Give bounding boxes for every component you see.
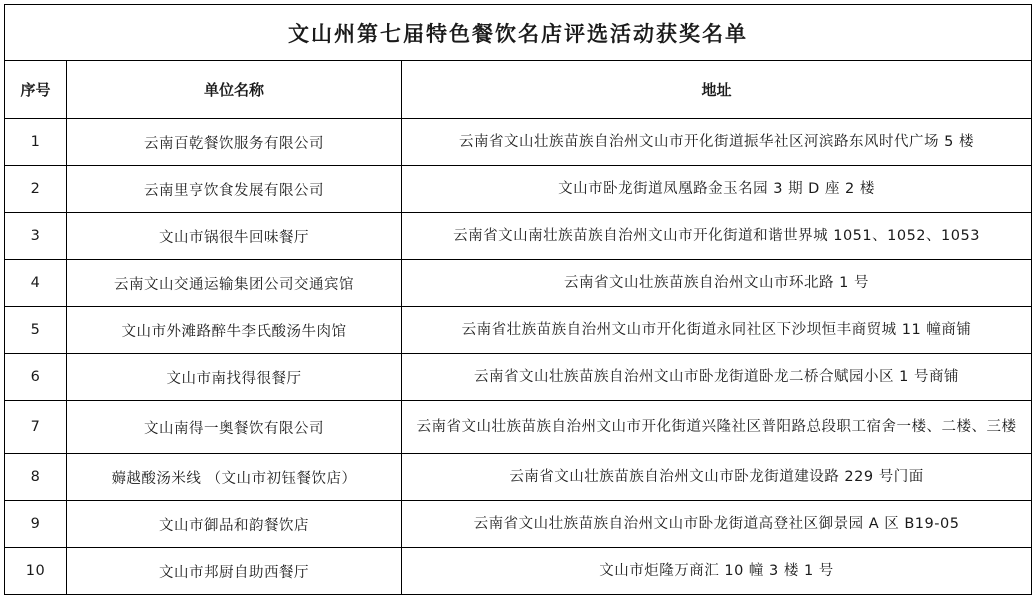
row-name: 云南文山交通运输集团公司交通宾馆 bbox=[67, 260, 402, 307]
header-row bbox=[5, 61, 1032, 119]
row-name: 薅越酸汤米线 （文山市初钰餐饮店） bbox=[67, 454, 402, 501]
table-title: 文山州第七届特色餐饮名店评选活动获奖名单 bbox=[5, 5, 1032, 61]
row-address: 文山市卧龙街道凤凰路金玉名园 3 期 D 座 2 楼 bbox=[402, 166, 1032, 213]
row-index: 3 bbox=[5, 213, 67, 260]
table-row bbox=[5, 501, 1032, 548]
table-row bbox=[5, 166, 1032, 213]
row-name: 云南百乾餐饮服务有限公司 bbox=[67, 119, 402, 166]
header-index: 序号 bbox=[5, 61, 67, 119]
row-index: 5 bbox=[5, 307, 67, 354]
row-name: 文山市锅很牛回味餐厅 bbox=[67, 213, 402, 260]
row-index: 10 bbox=[5, 548, 67, 595]
row-index: 2 bbox=[5, 166, 67, 213]
row-index: 9 bbox=[5, 501, 67, 548]
table-row bbox=[5, 401, 1032, 454]
award-list-document bbox=[4, 4, 1031, 596]
row-address: 云南省文山南壮族苗族自治州文山市开化街道和谐世界城 1051、1052、1053 bbox=[402, 213, 1032, 260]
row-name: 云南里亨饮食发展有限公司 bbox=[67, 166, 402, 213]
table-row bbox=[5, 307, 1032, 354]
table-row bbox=[5, 354, 1032, 401]
row-index: 7 bbox=[5, 401, 67, 454]
row-name: 文山市外滩路醉牛李氏酸汤牛肉馆 bbox=[67, 307, 402, 354]
row-index: 1 bbox=[5, 119, 67, 166]
row-address: 云南省文山壮族苗族自治州文山市开化街道振华社区河滨路东风时代广场 5 楼 bbox=[402, 119, 1032, 166]
row-address: 云南省文山壮族苗族自治州文山市环北路 1 号 bbox=[402, 260, 1032, 307]
row-address: 云南省文山壮族苗族自治州文山市卧龙街道建设路 229 号门面 bbox=[402, 454, 1032, 501]
header-address: 地址 bbox=[402, 61, 1032, 119]
table-row bbox=[5, 213, 1032, 260]
row-index: 4 bbox=[5, 260, 67, 307]
title-row bbox=[5, 5, 1032, 61]
row-index: 8 bbox=[5, 454, 67, 501]
row-address: 云南省文山壮族苗族自治州文山市卧龙街道卧龙二桥合赋园小区 1 号商铺 bbox=[402, 354, 1032, 401]
table-row bbox=[5, 119, 1032, 166]
header-name: 单位名称 bbox=[67, 61, 402, 119]
row-name: 文山南得一奥餐饮有限公司 bbox=[67, 401, 402, 454]
table-row bbox=[5, 260, 1032, 307]
row-name: 文山市御品和韵餐饮店 bbox=[67, 501, 402, 548]
award-table bbox=[4, 4, 1032, 595]
row-name: 文山市邦厨自助西餐厅 bbox=[67, 548, 402, 595]
row-index: 6 bbox=[5, 354, 67, 401]
table-row bbox=[5, 454, 1032, 501]
row-address: 文山市炬隆万商汇 10 幢 3 楼 1 号 bbox=[402, 548, 1032, 595]
row-address: 云南省壮族苗族自治州文山市开化街道永同社区下沙坝恒丰商贸城 11 幢商铺 bbox=[402, 307, 1032, 354]
row-name: 文山市南找得很餐厅 bbox=[67, 354, 402, 401]
table-row bbox=[5, 548, 1032, 595]
row-address: 云南省文山壮族苗族自治州文山市卧龙街道高登社区御景园 A 区 B19-05 bbox=[402, 501, 1032, 548]
row-address: 云南省文山壮族苗族自治州文山市开化街道兴隆社区普阳路总段职工宿舍一楼、二楼、三楼 bbox=[402, 401, 1032, 454]
